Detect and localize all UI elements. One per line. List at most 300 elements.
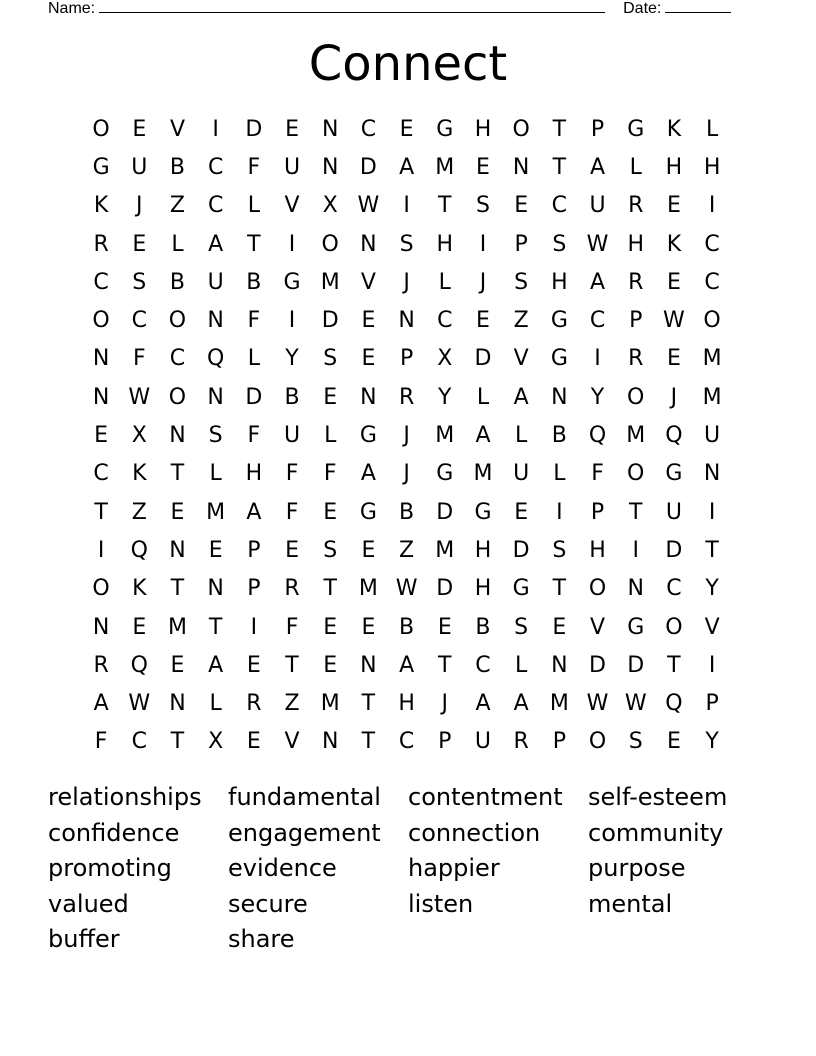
grid-letter: T	[285, 652, 299, 678]
grid-letter: Y	[285, 346, 299, 372]
grid-letter: H	[627, 231, 644, 257]
grid-letter: C	[131, 729, 147, 755]
grid-letter: T	[170, 576, 185, 602]
grid-letter: E	[208, 537, 223, 563]
grid-letter: S	[323, 537, 338, 563]
grid-letter: E	[476, 154, 490, 180]
grid-letter: X	[208, 729, 224, 755]
grid-letter: L	[476, 384, 490, 410]
grid-letter: E	[170, 652, 185, 678]
grid-letter: O	[665, 614, 683, 640]
word-bank-item: engagement	[228, 818, 381, 847]
grid-letter: N	[398, 308, 415, 334]
word-bank-item: mental	[588, 889, 673, 918]
grid-letter: V	[284, 729, 300, 755]
grid-letter: I	[594, 346, 601, 372]
grid-letter: H	[245, 461, 263, 487]
grid-letter: T	[628, 499, 643, 525]
word-bank	[48, 780, 768, 958]
grid-letter: M	[320, 269, 340, 295]
grid-letter: G	[665, 461, 683, 487]
grid-letter: A	[475, 691, 491, 717]
grid-letter: N	[92, 346, 110, 372]
grid-letter: W	[663, 308, 685, 334]
grid-letter: P	[705, 691, 719, 717]
grid-letter: N	[360, 231, 377, 257]
grid-letter: I	[479, 231, 487, 257]
word-bank-item: fundamental	[228, 783, 381, 811]
grid-letter: O	[321, 231, 339, 257]
grid-letter: N	[207, 308, 224, 334]
grid-letter: Y	[705, 576, 719, 602]
grid-letter: A	[399, 652, 415, 678]
grid-letter: F	[132, 346, 146, 372]
grid-letter: O	[92, 116, 110, 142]
grid-letter: A	[208, 652, 224, 678]
grid-letter: J	[670, 384, 678, 410]
grid-letter: M	[320, 691, 340, 717]
grid-letter: I	[288, 231, 296, 257]
grid-letter: Z	[169, 193, 185, 219]
grid-letter: J	[403, 461, 410, 487]
word-bank-item: relationships	[48, 783, 202, 811]
grid-letter: E	[132, 231, 147, 257]
grid-letter: A	[93, 691, 109, 717]
grid-letter: H	[398, 691, 415, 717]
grid-letter: L	[515, 423, 528, 449]
grid-letter: E	[94, 423, 109, 449]
word-bank-item: happier	[408, 854, 500, 883]
grid-letter: F	[285, 499, 299, 525]
grid-letter: D	[627, 652, 645, 678]
grid-letter: R	[93, 652, 109, 678]
grid-letter: N	[169, 423, 186, 449]
grid-letter: E	[361, 537, 376, 563]
grid-letter: Z	[513, 308, 529, 334]
grid-letter: O	[627, 461, 645, 487]
grid-letter: X	[322, 193, 338, 219]
grid-letter: K	[93, 193, 109, 219]
grid-letter: E	[246, 652, 261, 678]
grid-letter: C	[207, 154, 224, 180]
grid-letter: O	[168, 308, 187, 334]
grid-letter: W	[357, 193, 380, 219]
word-bank-item: share	[228, 925, 295, 954]
grid-letter: M	[435, 154, 455, 180]
grid-letter: K	[666, 231, 682, 257]
grid-letter: P	[438, 729, 452, 755]
grid-letter: V	[513, 346, 529, 372]
grid-letter: A	[590, 154, 606, 180]
grid-letter: L	[324, 423, 337, 449]
grid-letter: N	[321, 154, 339, 180]
grid-letter: I	[97, 537, 105, 563]
grid-letter: P	[247, 576, 261, 602]
grid-letter: S	[514, 614, 529, 640]
grid-letter: S	[628, 729, 643, 755]
grid-letter: S	[552, 537, 567, 563]
grid-letter: M	[167, 614, 187, 640]
grid-letter: T	[208, 614, 223, 640]
grid-letter: A	[513, 384, 529, 410]
grid-letter: E	[323, 499, 338, 525]
grid-letter: N	[169, 537, 186, 563]
grid-letter: B	[551, 423, 567, 449]
grid-letter: I	[212, 116, 219, 142]
grid-letter: T	[667, 652, 681, 678]
grid-letter: V	[169, 116, 185, 142]
grid-letter: G	[283, 269, 301, 295]
word-bank-item: buffer	[48, 925, 120, 954]
grid-letter: S	[399, 231, 414, 257]
grid-letter: O	[92, 576, 110, 602]
grid-letter: U	[665, 499, 682, 525]
grid-letter: N	[703, 461, 721, 487]
grid-letter: E	[170, 499, 185, 525]
grid-letter: E	[552, 614, 567, 640]
grid-letter: C	[475, 652, 491, 678]
grid-letter: K	[132, 461, 147, 487]
grid-letter: X	[437, 346, 453, 372]
grid-letter: M	[626, 423, 646, 449]
grid-letter: C	[131, 308, 147, 334]
page-title: Connect	[308, 36, 508, 92]
grid-letter: F	[94, 729, 108, 755]
grid-letter: L	[705, 116, 719, 142]
grid-letter: U	[474, 729, 492, 755]
grid-letter: M	[358, 576, 378, 602]
grid-letter: E	[666, 269, 681, 295]
grid-letter: O	[627, 384, 645, 410]
grid-letter: E	[323, 384, 338, 410]
grid-letter: W	[128, 691, 151, 717]
grid-letter: G	[436, 461, 454, 487]
grid-letter: B	[246, 269, 262, 295]
grid-letter: N	[169, 691, 186, 717]
word-bank-item: promoting	[48, 854, 172, 883]
name-field-line	[99, 0, 605, 13]
word-bank-item: secure	[228, 889, 308, 918]
grid-letter: S	[208, 423, 223, 449]
grid-letter: F	[591, 461, 604, 487]
grid-letter: N	[512, 154, 530, 180]
grid-letter: E	[285, 537, 299, 563]
grid-letter: O	[92, 308, 110, 334]
grid-letter: Q	[665, 691, 683, 717]
grid-letter: S	[132, 269, 147, 295]
grid-letter: N	[207, 384, 224, 410]
word-bank-item: community	[588, 818, 724, 847]
grid-letter: L	[515, 652, 528, 678]
grid-letter: Z	[284, 691, 300, 717]
grid-letter: W	[128, 384, 151, 410]
grid-letter: B	[169, 154, 186, 180]
grid-letter: C	[551, 193, 568, 219]
header	[48, 0, 731, 19]
grid-letter: S	[552, 231, 567, 257]
grid-letter: E	[476, 308, 490, 334]
grid-letter: Y	[705, 729, 719, 755]
grid-letter: E	[361, 614, 376, 640]
grid-letter: T	[170, 729, 185, 755]
grid-letter: R	[628, 269, 644, 295]
word-bank-item: listen	[408, 889, 474, 918]
grid-letter: C	[207, 193, 224, 219]
grid-letter: P	[552, 729, 566, 755]
grid-letter: O	[168, 384, 187, 410]
grid-letter: U	[704, 423, 721, 449]
grid-letter: D	[474, 346, 492, 372]
grid-letter: H	[551, 269, 568, 295]
grid-letter: L	[553, 461, 566, 487]
grid-letter: C	[437, 308, 453, 334]
grid-letter: P	[399, 346, 414, 372]
grid-letter: D	[512, 537, 530, 563]
grid-letter: T	[552, 154, 567, 180]
grid-letter: A	[590, 269, 606, 295]
grid-letter: C	[704, 269, 720, 295]
grid-letter: N	[627, 576, 644, 602]
grid-letter: A	[475, 423, 491, 449]
grid-letter: K	[666, 116, 682, 142]
grid-letter: Q	[130, 537, 148, 563]
grid-letter: O	[588, 729, 607, 755]
grid-letter: L	[209, 461, 222, 487]
grid-letter: L	[209, 691, 222, 717]
grid-letter: G	[512, 576, 530, 602]
grid-letter: G	[436, 116, 454, 142]
grid-letter: B	[284, 384, 300, 410]
word-bank-item: purpose	[588, 854, 686, 883]
grid-letter: R	[246, 691, 262, 717]
grid-letter: E	[132, 116, 147, 142]
grid-letter: N	[92, 384, 110, 410]
grid-letter: G	[627, 614, 645, 640]
grid-letter: C	[93, 269, 109, 295]
grid-letter: U	[207, 269, 224, 295]
grid-letter: E	[666, 729, 681, 755]
grid-letter: H	[589, 537, 606, 563]
grid-letter: D	[665, 537, 683, 563]
grid-letter: P	[590, 116, 605, 142]
grid-letter: C	[589, 308, 606, 334]
grid-letter: G	[550, 346, 568, 372]
grid-letter: W	[624, 691, 647, 717]
grid-letter: E	[132, 614, 147, 640]
grid-letter: Y	[590, 384, 605, 410]
grid-letter: G	[359, 499, 377, 525]
grid-letter: Q	[588, 423, 607, 449]
grid-letter: E	[361, 308, 376, 334]
grid-letter: F	[285, 614, 299, 640]
grid-letter: V	[590, 614, 606, 640]
grid-letter: T	[323, 576, 337, 602]
grid-letter: H	[703, 154, 721, 180]
grid-letter: R	[284, 576, 300, 602]
grid-letter: R	[398, 384, 415, 410]
grid-letter: N	[321, 729, 339, 755]
grid-letter: Z	[399, 537, 415, 563]
grid-letter: A	[360, 461, 376, 487]
grid-letter: W	[395, 576, 418, 602]
grid-letter: J	[479, 269, 487, 295]
word-bank-item: valued	[48, 889, 129, 918]
grid-letter: K	[132, 576, 147, 602]
grid-letter: T	[438, 193, 452, 219]
grid-letter: E	[437, 614, 452, 640]
grid-letter: P	[247, 537, 261, 563]
grid-letter: J	[441, 691, 449, 717]
grid-letter: Z	[131, 499, 147, 525]
grid-letter: A	[513, 691, 529, 717]
grid-letter: F	[323, 461, 337, 487]
grid-letter: P	[590, 499, 605, 525]
grid-letter: R	[628, 193, 644, 219]
grid-letter: A	[208, 231, 224, 257]
grid-letter: F	[285, 461, 299, 487]
grid-letter: U	[131, 154, 148, 180]
grid-letter: G	[550, 308, 568, 334]
grid-letter: S	[475, 193, 490, 219]
grid-letter: X	[131, 423, 147, 449]
grid-letter: T	[170, 461, 185, 487]
grid-letter: H	[436, 231, 454, 257]
grid-letter: I	[288, 308, 296, 334]
grid-letter: A	[399, 154, 415, 180]
grid-letter: B	[169, 269, 186, 295]
grid-letter: F	[247, 154, 261, 180]
grid-letter: C	[93, 461, 109, 487]
grid-letter: U	[513, 461, 530, 487]
grid-letter: N	[360, 384, 377, 410]
grid-letter: N	[321, 116, 339, 142]
date-field-line	[665, 0, 731, 13]
grid-letter: N	[551, 652, 568, 678]
grid-letter: I	[556, 499, 563, 525]
grid-letter: E	[361, 346, 376, 372]
letter-grid	[82, 110, 731, 761]
grid-letter: O	[512, 116, 530, 142]
grid-letter: M	[702, 384, 722, 410]
grid-letter: F	[247, 308, 261, 334]
grid-letter: E	[285, 116, 299, 142]
grid-letter: Q	[206, 346, 225, 372]
grid-letter: T	[361, 729, 376, 755]
grid-letter: D	[589, 652, 606, 678]
grid-letter: M	[435, 423, 455, 449]
grid-letter: V	[360, 269, 376, 295]
grid-letter: I	[708, 499, 716, 525]
grid-letter: Y	[438, 384, 452, 410]
grid-letter: T	[438, 652, 452, 678]
grid-letter: O	[703, 308, 721, 334]
grid-letter: M	[702, 346, 722, 372]
grid-letter: P	[514, 231, 528, 257]
grid-letter: D	[321, 308, 339, 334]
grid-letter: J	[403, 423, 410, 449]
grid-letter: E	[323, 614, 338, 640]
word-bank-item: contentment	[408, 783, 563, 811]
grid-letter: R	[93, 231, 109, 257]
grid-letter: N	[360, 652, 377, 678]
grid-letter: E	[514, 499, 529, 525]
grid-letter: H	[474, 576, 492, 602]
grid-letter: B	[399, 499, 415, 525]
grid-letter: I	[403, 193, 410, 219]
grid-letter: M	[549, 691, 569, 717]
grid-letter: G	[92, 154, 110, 180]
grid-letter: E	[666, 346, 681, 372]
grid-letter: D	[436, 499, 454, 525]
grid-letter: B	[475, 614, 491, 640]
grid-letter: D	[245, 384, 263, 410]
grid-letter: I	[632, 537, 639, 563]
grid-letter: S	[514, 269, 529, 295]
grid-letter: E	[399, 116, 414, 142]
grid-letter: C	[704, 231, 720, 257]
grid-letter: T	[705, 537, 719, 563]
grid-letter: N	[551, 384, 568, 410]
grid-letter: T	[247, 231, 261, 257]
grid-letter: G	[474, 499, 492, 525]
date-label: Date:	[623, 0, 662, 17]
grid-letter: J	[136, 193, 143, 219]
grid-letter: L	[247, 346, 260, 372]
grid-letter: A	[246, 499, 262, 525]
grid-letter: L	[629, 154, 642, 180]
grid-letter: I	[708, 652, 716, 678]
grid-letter: I	[250, 614, 258, 640]
grid-letter: T	[552, 116, 567, 142]
name-label: Name:	[48, 0, 96, 17]
grid-letter: O	[588, 576, 607, 602]
grid-letter: I	[708, 193, 716, 219]
grid-letter: J	[403, 269, 410, 295]
grid-letter: H	[665, 154, 683, 180]
grid-letter: M	[206, 499, 226, 525]
grid-letter: D	[245, 116, 263, 142]
grid-letter: C	[169, 346, 186, 372]
grid-letter: U	[283, 154, 301, 180]
grid-letter: Q	[665, 423, 683, 449]
grid-letter: N	[207, 576, 224, 602]
grid-letter: H	[474, 537, 492, 563]
grid-letter: T	[361, 691, 376, 717]
word-bank-item: self-esteem	[588, 783, 728, 811]
grid-letter: M	[473, 461, 493, 487]
grid-letter: L	[171, 231, 184, 257]
word-bank-item: confidence	[48, 818, 180, 847]
grid-letter: D	[359, 154, 377, 180]
grid-letter: U	[589, 193, 606, 219]
grid-letter: S	[323, 346, 338, 372]
grid-letter: T	[94, 499, 108, 525]
grid-letter: U	[283, 423, 301, 449]
grid-letter: G	[627, 116, 645, 142]
grid-letter: F	[247, 423, 261, 449]
word-bank-item: connection	[408, 818, 541, 847]
grid-letter: Q	[130, 652, 148, 678]
grid-letter: W	[586, 691, 609, 717]
grid-letter: D	[436, 576, 454, 602]
grid-letter: G	[359, 423, 377, 449]
grid-letter: E	[666, 193, 681, 219]
grid-letter: V	[704, 614, 720, 640]
grid-letter: N	[92, 614, 110, 640]
grid-letter: C	[666, 576, 682, 602]
grid-letter: P	[629, 308, 643, 334]
grid-letter: C	[360, 116, 377, 142]
